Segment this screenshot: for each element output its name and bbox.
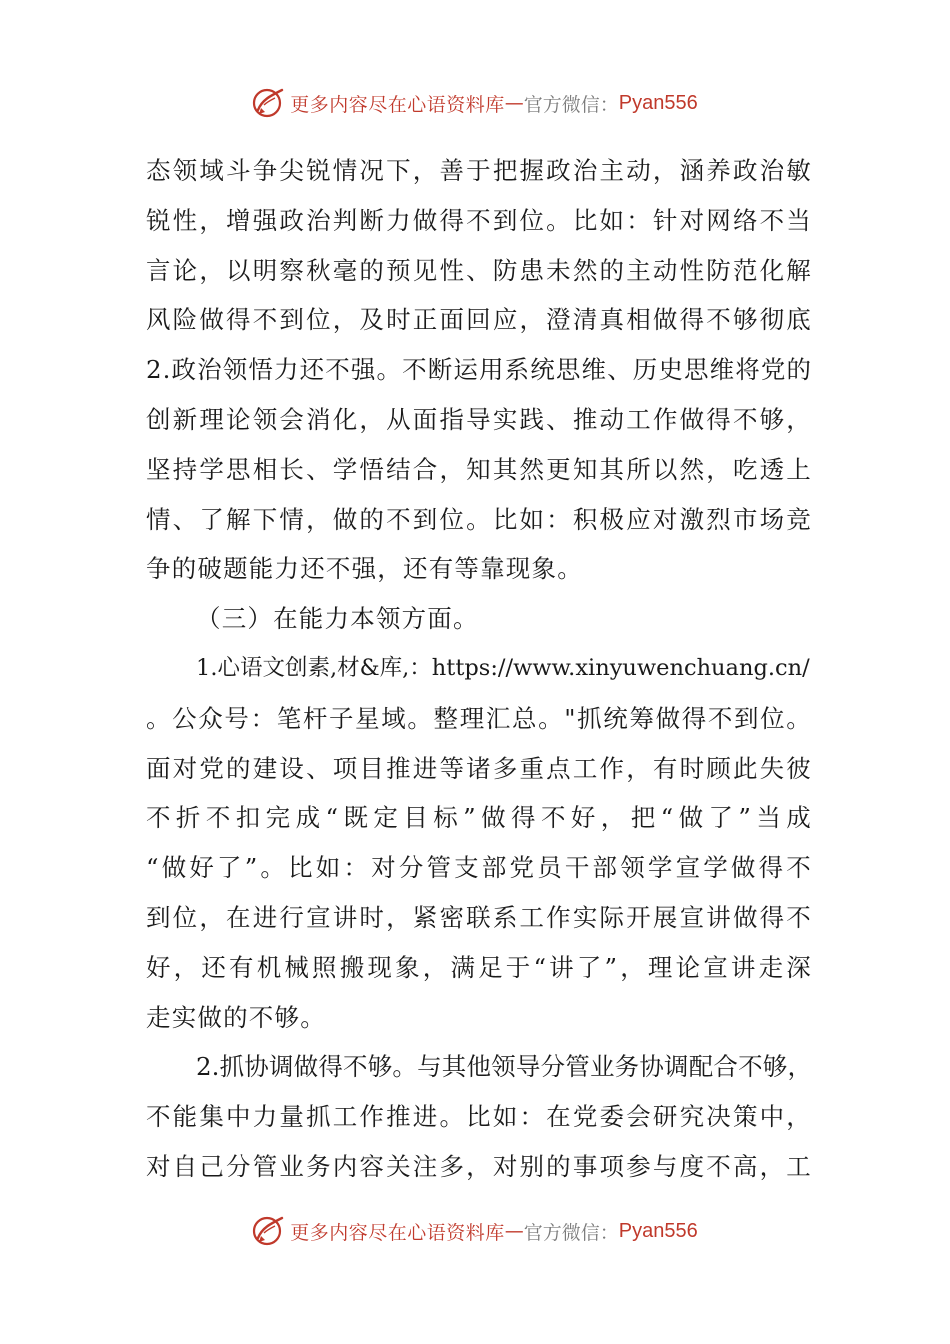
text-line: 言论，以明察秋毫的预见性、防患未然的主动性防范化解 — [146, 255, 812, 285]
banner-wechat-label: 官方微信： — [523, 1221, 619, 1244]
banner-text: 更多内容尽在心语资料库 — [290, 1221, 505, 1244]
banner-dash: — — [504, 92, 524, 114]
text-line: 。公众号：笔杆子星域。整理汇总。"抓统筹做得不到位。 — [146, 703, 812, 733]
header-watermark — [0, 83, 950, 123]
text-line: 风险做得不到位，及时正面回应，澄清真相做得不够彻底 — [146, 305, 812, 335]
text-line: “做好了”。比如：对分管支部党员干部领学宣学做得不 — [146, 853, 812, 883]
text-line: 锐性，增强政治判断力做得不到位。比如：针对网络不当 — [146, 205, 812, 235]
banner-text: 更多内容尽在心语资料库 — [290, 93, 505, 116]
text-line: 不折不扣完成“既定目标”做得不好，把“做了”当成 — [146, 803, 812, 833]
banner-handle: Pyan556 — [618, 91, 698, 114]
text-line: 2.抓协调做得不够。与其他领导分管业务协调配合不够， — [196, 1052, 812, 1082]
text-line: 情、了解下情，做的不到位。比如：积极应对激烈市场竞 — [146, 504, 812, 534]
text-line: 坚持学思相长、学悟结合，知其然更知其所以然，吃透上 — [146, 454, 812, 484]
text-line: 创新理论领会消化，从面指导实践、推动工作做得不够， — [146, 404, 812, 434]
section-heading: （三）在能力本领方面。 — [196, 604, 479, 634]
text-line: 对自己分管业务内容关注多，对别的事项参与度不高，工 — [146, 1151, 812, 1181]
pen-logo-icon — [252, 86, 286, 120]
text-line: 态领域斗争尖锐情况下，善于把握政治主动，涵养政治敏 — [146, 156, 812, 185]
text-line: 面对党的建设、项目推进等诸多重点工作，有时顾此失彼 — [146, 753, 812, 783]
text-line: 2.政治领悟力还不强。不断运用系统思维、历史思维将党的 — [146, 355, 812, 385]
text-line: 不能集中力量抓工作推进。比如：在党委会研究决策中， — [146, 1102, 812, 1132]
banner-dash: — — [504, 1220, 524, 1242]
text-line: 1.心语文创素,材&库,：https://www.xinyuwenchuang.cn/ — [196, 654, 810, 681]
banner-handle: Pyan556 — [618, 1219, 698, 1242]
text-line: 走实做的不够。 — [146, 1002, 326, 1032]
banner-wechat-label: 官方微信： — [523, 93, 619, 116]
footer-watermark — [0, 1211, 950, 1251]
document-body — [146, 146, 812, 1192]
text-line: 好，还有机械照搬现象，满足于“讲了”，理论宣讲走深 — [146, 952, 812, 982]
pen-logo-icon — [252, 1214, 286, 1248]
text-line: 争的破题能力还不强，还有等靠现象。 — [146, 554, 583, 584]
text-line: 到位，在进行宣讲时，紧密联系工作实际开展宣讲做得不 — [146, 902, 812, 932]
